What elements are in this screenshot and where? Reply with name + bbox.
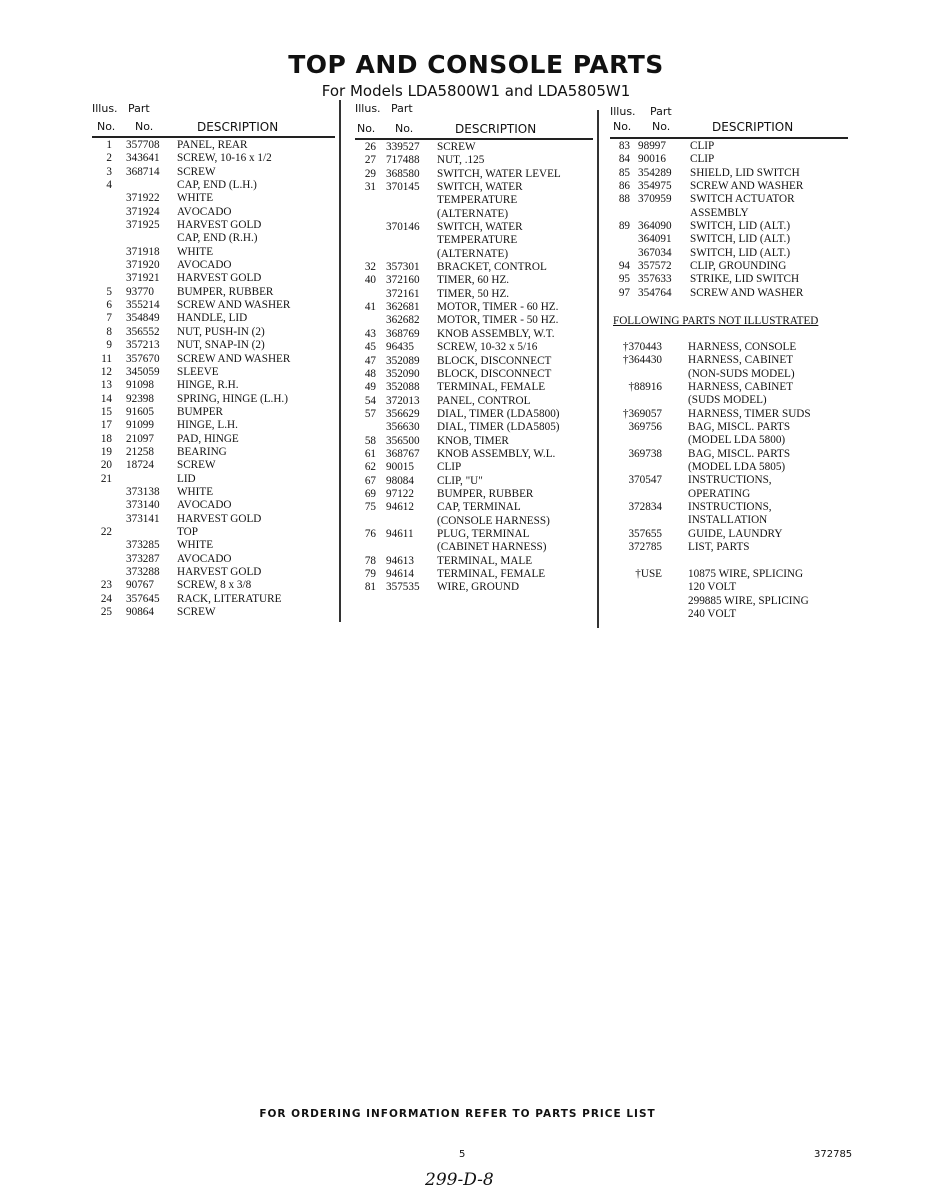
header-part-no: No. (135, 120, 154, 133)
part-no: 339527 (386, 141, 420, 153)
description: BUMPER, RUBBER (177, 285, 274, 298)
part-no: 94612 (386, 501, 414, 514)
illus-no: 8 (106, 325, 112, 338)
description: TEMPERATURE (437, 194, 518, 207)
part-no: †88916 (628, 381, 662, 394)
description: (SUDS MODEL) (688, 394, 767, 407)
illus-no: 75 (364, 501, 376, 514)
description: KNOB ASSEMBLY, W.L. (437, 447, 556, 460)
header-illus: Illus. (610, 105, 636, 118)
description: HARNESS, TIMER SUDS (688, 407, 811, 420)
illus-no: 4 (106, 179, 112, 192)
description: INSTRUCTIONS, (688, 501, 772, 514)
description: SCREW AND WASHER (177, 299, 291, 312)
part-no: 371918 (126, 245, 160, 258)
header-description: DESCRIPTION (197, 120, 279, 134)
part-no: 368580 (386, 167, 420, 180)
illus-no: 23 (100, 579, 112, 592)
part-no: 372834 (628, 501, 662, 514)
part-no: 372785 (628, 541, 662, 554)
illus-no: 67 (364, 474, 376, 487)
illus-no: 5 (106, 285, 112, 298)
header-illus-no: No. (357, 122, 376, 135)
part-no: 98084 (386, 474, 414, 487)
illus-no: 43 (364, 327, 376, 340)
description: HARVEST GOLD (177, 219, 262, 232)
illus-no: 21 (100, 472, 112, 485)
description: SHIELD, LID SWITCH (690, 166, 800, 179)
illus-no: 17 (100, 419, 112, 432)
part-no: 372160 (386, 274, 420, 287)
illus-no: 85 (618, 166, 630, 179)
part-no: 371925 (126, 219, 160, 232)
description: CLIP (690, 140, 715, 152)
description: CAP, END (L.H.) (177, 179, 257, 192)
illus-no: 14 (100, 392, 112, 405)
part-no: 356500 (386, 434, 420, 447)
description: CAP, TERMINAL (437, 501, 521, 514)
description: (ALTERNATE) (437, 207, 509, 220)
part-no: †370443 (622, 341, 662, 353)
illus-no: 1 (106, 139, 112, 151)
description: HARVEST GOLD (177, 512, 262, 525)
description: (MODEL LDA 5800) (688, 434, 786, 447)
description: SCREW, 10-32 x 5/16 (437, 341, 538, 354)
part-no: 357708 (126, 139, 160, 151)
column-header-3 (610, 105, 850, 139)
page-title: TOP AND CONSOLE PARTS (288, 50, 664, 79)
description: BUMPER, RUBBER (437, 487, 534, 500)
part-no: 364090 (638, 220, 672, 233)
part-no: 370145 (386, 181, 420, 194)
part-no: 370547 (628, 474, 662, 487)
description: KNOB ASSEMBLY, W.T. (437, 327, 555, 340)
header-part-no: No. (652, 120, 671, 133)
description: SCREW (177, 165, 216, 178)
description: DIAL, TIMER (LDA5805) (437, 421, 560, 434)
illus-no: 26 (364, 141, 376, 153)
header-part: Part (128, 102, 150, 115)
description: CAP, END (R.H.) (177, 232, 258, 245)
part-no: 373285 (126, 539, 160, 552)
description: CLIP, "U" (437, 474, 483, 487)
part-no: 373287 (126, 552, 160, 565)
illus-no: 6 (106, 299, 112, 312)
part-no: 357535 (386, 581, 420, 594)
part-no: 371920 (126, 259, 160, 272)
part-no: 90864 (126, 606, 154, 619)
description: SCREW (177, 606, 216, 619)
description: PANEL, CONTROL (437, 394, 531, 407)
description: WIRE, GROUND (437, 581, 520, 594)
description: 240 VOLT (688, 607, 737, 620)
description: AVOCADO (177, 552, 232, 565)
part-no: 371921 (126, 272, 160, 285)
column-divider (597, 110, 599, 628)
illus-no: 32 (364, 261, 376, 274)
illus-no: 7 (106, 312, 112, 325)
description: SCREW AND WASHER (177, 352, 291, 365)
part-no: 90015 (386, 461, 414, 474)
description: SWITCH, LID (ALT.) (690, 233, 791, 246)
description: (CONSOLE HARNESS) (437, 514, 550, 527)
illus-no: 15 (100, 405, 112, 418)
header-rule (92, 136, 335, 138)
illus-no: 20 (100, 459, 112, 472)
column-divider (339, 100, 341, 622)
description: BLOCK, DISCONNECT (437, 367, 552, 380)
part-no: 373138 (126, 485, 160, 498)
description: SWITCH, WATER (437, 181, 523, 194)
part-no: 345059 (126, 365, 160, 378)
description: NUT, SNAP-IN (2) (177, 339, 265, 352)
illus-no: 62 (364, 461, 376, 474)
part-no: 90767 (126, 579, 154, 592)
description: HARVEST GOLD (177, 566, 262, 578)
description: (ALTERNATE) (437, 247, 509, 260)
ordering-info-footer: FOR ORDERING INFORMATION REFER TO PARTS PRICE LIST (259, 1108, 656, 1120)
description: HINGE, L.H. (177, 419, 238, 432)
part-no: 370146 (386, 221, 420, 234)
part-no: 357645 (126, 592, 160, 605)
description: SCREW AND WASHER (690, 286, 804, 299)
description: SLEEVE (177, 365, 219, 378)
description: TERMINAL, FEMALE (437, 381, 546, 394)
description: SWITCH, WATER (437, 221, 523, 234)
description: KNOB, TIMER (437, 434, 509, 447)
part-no: 91099 (126, 419, 154, 432)
illus-no: 19 (100, 445, 112, 458)
illus-no: 84 (618, 153, 630, 166)
illus-no: 54 (364, 394, 376, 407)
description: AVOCADO (177, 259, 232, 272)
illus-no: 13 (100, 379, 112, 392)
part-no: 372013 (386, 394, 420, 407)
description: CLIP, GROUNDING (690, 260, 787, 273)
part-no: 96435 (386, 341, 414, 354)
illus-no: 27 (364, 154, 376, 167)
illus-no: 25 (100, 606, 112, 619)
description: AVOCADO (177, 499, 232, 512)
description: BUMPER (177, 405, 224, 418)
description: HINGE, R.H. (177, 379, 239, 392)
part-no: 94614 (386, 568, 414, 580)
part-no: 371922 (126, 192, 160, 205)
description: DIAL, TIMER (LDA5800) (437, 407, 560, 420)
part-no: 357213 (126, 339, 160, 352)
illus-no: 24 (100, 592, 112, 605)
header-part: Part (391, 102, 413, 115)
part-no: 356552 (126, 325, 160, 338)
description: (CABINET HARNESS) (437, 541, 547, 554)
part-no: 356629 (386, 407, 420, 420)
description: LID (177, 472, 196, 485)
part-no: 354289 (638, 166, 672, 179)
illus-no: 31 (364, 181, 376, 194)
header-part-no: No. (395, 122, 414, 135)
part-no: 373140 (126, 499, 160, 512)
page-number: 5 (459, 1149, 466, 1160)
illus-no: 61 (364, 447, 376, 460)
illus-no: 58 (364, 434, 376, 447)
part-no: 21258 (126, 445, 154, 458)
header-illus: Illus. (355, 102, 381, 115)
part-no: 343641 (126, 152, 160, 165)
description: TIMER, 60 HZ. (437, 274, 510, 287)
description: PAD, HINGE (177, 432, 239, 445)
illus-no: 78 (364, 554, 376, 567)
description: PANEL, REAR (177, 139, 248, 151)
header-rule (610, 137, 848, 139)
description: BRACKET, CONTROL (437, 261, 547, 274)
description: SWITCH, LID (ALT.) (690, 246, 791, 259)
illus-no: 81 (364, 581, 376, 594)
part-no: †USE (635, 567, 662, 580)
description: WHITE (177, 539, 214, 552)
part-no: †369057 (622, 407, 662, 420)
part-no: 367034 (638, 246, 672, 259)
illus-no: 18 (100, 432, 112, 445)
part-no: 94613 (386, 554, 414, 567)
description: WHITE (177, 192, 214, 205)
part-no: 352090 (386, 367, 420, 380)
description: SWITCH ACTUATOR (690, 193, 795, 206)
part-no: 717488 (386, 154, 420, 167)
part-no: 354849 (126, 312, 160, 325)
description: SCREW (177, 459, 216, 472)
part-no: 357301 (386, 261, 420, 274)
part-no: 354975 (638, 180, 672, 193)
description: RACK, LITERATURE (177, 592, 282, 605)
header-illus-no: No. (97, 120, 116, 133)
description: BLOCK, DISCONNECT (437, 354, 552, 367)
description: TOP (177, 525, 198, 538)
part-no: 368714 (126, 165, 160, 178)
description: WHITE (177, 485, 214, 498)
description: LIST, PARTS (688, 541, 750, 554)
description: SCREW, 8 x 3/8 (177, 579, 252, 592)
header-description: DESCRIPTION (712, 120, 794, 134)
description: SPRING, HINGE (L.H.) (177, 392, 288, 405)
part-no: 370959 (638, 193, 672, 206)
illus-no: 9 (106, 339, 112, 352)
description: TIMER, 50 HZ. (437, 287, 510, 300)
part-no: 368769 (386, 327, 420, 340)
description: HARVEST GOLD (177, 272, 262, 285)
description: AVOCADO (177, 205, 232, 218)
part-no: 354764 (638, 286, 672, 299)
illus-no: 57 (364, 407, 376, 420)
header-illus-no: No. (613, 120, 632, 133)
not-illustrated-heading: FOLLOWING PARTS NOT ILLUSTRATED (613, 315, 819, 327)
illus-no: 12 (100, 365, 112, 378)
part-no: 371924 (126, 205, 160, 218)
illus-no: 97 (618, 286, 630, 299)
description: HANDLE, LID (177, 312, 248, 325)
part-no: 369756 (628, 421, 662, 434)
description: 120 VOLT (688, 581, 737, 594)
part-no: 364091 (638, 233, 672, 246)
part-no: 98997 (638, 140, 666, 152)
description: CLIP (690, 153, 715, 166)
description: GUIDE, LAUNDRY (688, 527, 783, 540)
header-description: DESCRIPTION (455, 122, 537, 136)
part-no: 357633 (638, 273, 672, 286)
header-part: Part (650, 105, 672, 118)
part-no: 352089 (386, 354, 420, 367)
illus-no: 11 (101, 352, 112, 365)
part-no: 373141 (126, 512, 160, 525)
part-no: 372161 (386, 287, 420, 300)
handwritten-note: 299-D-8 (425, 1170, 494, 1190)
part-no: 357572 (638, 260, 672, 273)
description: TERMINAL, MALE (437, 554, 533, 567)
description: HARNESS, CONSOLE (688, 341, 797, 353)
description: PLUG, TERMINAL (437, 527, 530, 540)
illus-no: 94 (618, 260, 630, 273)
description: WHITE (177, 245, 214, 258)
description: TEMPERATURE (437, 234, 518, 247)
part-no: 21097 (126, 432, 154, 445)
illus-no: 22 (100, 525, 112, 538)
description: SWITCH, WATER LEVEL (437, 167, 561, 180)
part-no: 91098 (126, 379, 154, 392)
part-no: 97122 (386, 487, 414, 500)
part-no: 356630 (386, 421, 420, 434)
part-no: 91605 (126, 405, 154, 418)
illus-no: 45 (364, 341, 376, 354)
part-no: 369738 (628, 447, 662, 460)
illus-no: 79 (364, 568, 376, 580)
description: NUT, .125 (437, 154, 485, 167)
description: INSTALLATION (688, 514, 768, 527)
illus-no: 3 (106, 165, 112, 178)
description: BAG, MISCL. PARTS (688, 447, 791, 460)
description: SCREW, 10-16 x 1/2 (177, 152, 272, 165)
illus-no: 89 (618, 220, 630, 233)
illus-no: 47 (364, 354, 376, 367)
description: HARNESS, CABINET (688, 381, 794, 394)
part-no: 94611 (386, 527, 414, 540)
part-no: 362682 (386, 314, 420, 327)
part-no: 357670 (126, 352, 160, 365)
header-illus: Illus. (92, 102, 118, 115)
description: MOTOR, TIMER - 50 HZ. (437, 314, 559, 327)
illus-no: 95 (618, 273, 630, 286)
part-no: 355214 (126, 299, 160, 312)
description: (MODEL LDA 5805) (688, 461, 786, 474)
illus-no: 41 (364, 301, 376, 314)
part-no: 92398 (126, 392, 154, 405)
page-subtitle: For Models LDA5800W1 and LDA5805W1 (321, 82, 631, 100)
part-no: 368767 (386, 447, 420, 460)
description: INSTRUCTIONS, (688, 474, 772, 487)
illus-no: 69 (364, 487, 376, 500)
description: TERMINAL, FEMALE (437, 568, 546, 580)
description: CLIP (437, 461, 462, 474)
illus-no: 48 (364, 367, 376, 380)
part-no: 352088 (386, 381, 420, 394)
description: BEARING (177, 445, 227, 458)
part-no: 18724 (126, 459, 154, 472)
description: SCREW AND WASHER (690, 180, 804, 193)
illus-no: 86 (618, 180, 630, 193)
description: 299885 WIRE, SPLICING (688, 594, 809, 607)
column-header-1 (92, 102, 337, 136)
part-no: †364430 (622, 354, 662, 367)
description: ASSEMBLY (690, 206, 749, 219)
document-number: 372785 (814, 1149, 853, 1160)
column-header-2 (355, 102, 595, 136)
description: HARNESS, CABINET (688, 354, 794, 367)
part-no: 93770 (126, 285, 154, 298)
illus-no: 83 (618, 140, 630, 152)
illus-no: 88 (618, 193, 630, 206)
description: 10875 WIRE, SPLICING (688, 567, 804, 580)
part-no: 373288 (126, 566, 160, 578)
description: SCREW (437, 141, 476, 153)
description: STRIKE, LID SWITCH (690, 273, 800, 286)
description: (NON-SUDS MODEL) (688, 367, 795, 380)
illus-no: 29 (364, 167, 376, 180)
illus-no: 2 (106, 152, 112, 165)
illus-no: 76 (364, 527, 376, 540)
part-no: 362681 (386, 301, 420, 314)
description: BAG, MISCL. PARTS (688, 421, 791, 434)
description: OPERATING (688, 487, 751, 500)
description: SWITCH, LID (ALT.) (690, 220, 791, 233)
illus-no: 40 (364, 274, 376, 287)
header-rule (355, 138, 593, 140)
description: MOTOR, TIMER - 60 HZ. (437, 301, 559, 314)
illus-no: 49 (364, 381, 376, 394)
description: NUT, PUSH-IN (2) (177, 325, 265, 338)
part-no: 357655 (628, 527, 662, 540)
part-no: 90016 (638, 153, 666, 166)
